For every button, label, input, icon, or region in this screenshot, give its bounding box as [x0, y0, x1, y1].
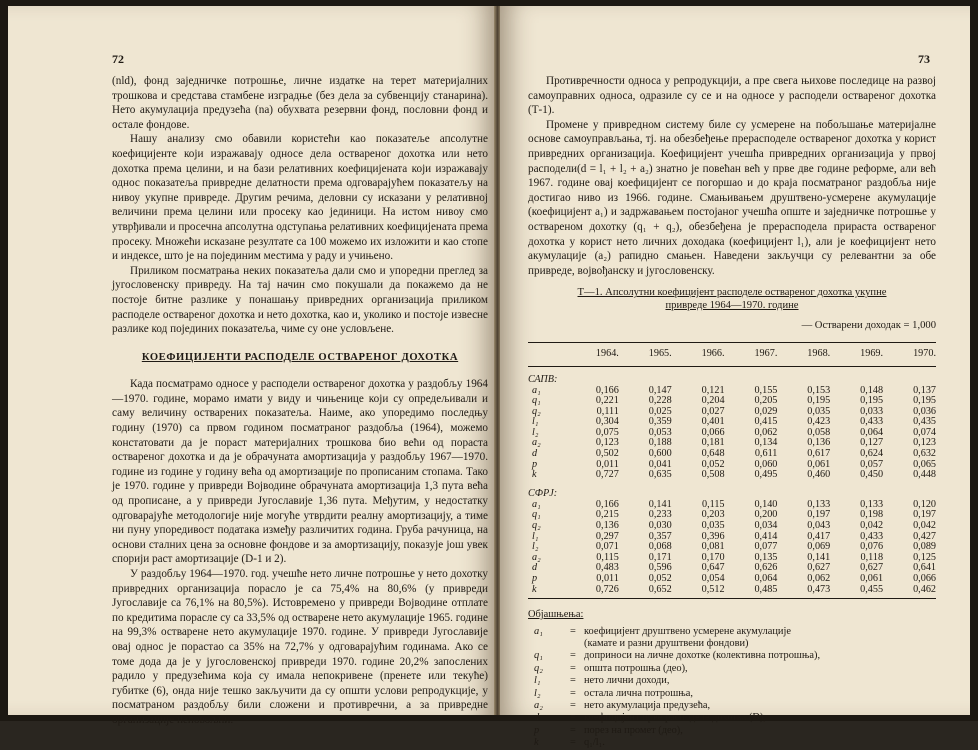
table-cell: 0,401	[701, 416, 725, 428]
table-cell: 0,215	[595, 509, 619, 521]
table-cell: 0,057	[860, 458, 884, 470]
left-page	[8, 6, 495, 726]
table-cell: 0,123	[913, 437, 936, 449]
paragraph: У раздобљу 1964—1970. год. учешће нето личне потрошње у нето дохотку привредних организација порасло је са 75,4% на 80,6% (у привреди Југославије са 76,1% на 80,5%). Истовремено у привреди Војводине отплате по кредитима порасле су са 33,5% од остварене нето акумулације 1965. године на 99,3% остварене нето акумулације 1970. године. У привреди Југославије овај однос је порастао са 35% на 72,7% у одговарајућим годинама. Ако се томе дода да је у југословенској привреди 1970. године 20,2% запослених радило у предузећима која су имала непокривене (пренете или текуће) губитке (6), онда није тешко закључити да су општи услови репродукције, у посматраном раздобљу били сложени и противречни, а за привредне организације неповољни.	[112, 568, 488, 726]
table-cell: 0,188	[648, 437, 672, 449]
table-cell: 0,198	[860, 509, 884, 521]
legend-description: коефицијент друштвено усмерене акумулације	[584, 625, 791, 637]
table-cell: 0,652	[619, 585, 672, 599]
page-number-left: 72	[112, 52, 124, 66]
legend-equals: =	[570, 650, 576, 662]
table-year-header: 1968.	[777, 342, 830, 366]
legend-equals: =	[570, 625, 576, 637]
table-cell: 0,133	[807, 498, 831, 510]
table-cell: 0,118	[860, 551, 884, 563]
table-cell: 0,433	[860, 530, 884, 542]
table-caption-line: привреде 1964—1970. године	[665, 300, 799, 312]
legend-item	[528, 712, 936, 724]
table-cell: 0,617	[807, 448, 831, 460]
table-row-label: l₂	[532, 426, 539, 438]
right-page-body	[528, 74, 936, 750]
table-cell: 0,596	[648, 562, 672, 574]
table-cell: 0,115	[596, 551, 619, 563]
table-cell: 0,462	[883, 585, 936, 599]
legend-equals: =	[570, 737, 576, 749]
table-cell: 0,200	[754, 509, 778, 521]
table-cell: 0,135	[754, 551, 778, 563]
table-cell: 0,726	[566, 585, 619, 599]
table-row-label: a₂	[532, 437, 541, 449]
table-cell: 0,053	[648, 426, 672, 438]
right-page	[500, 6, 970, 749]
table-group-row	[528, 481, 936, 500]
table-cell: 0,435	[913, 416, 936, 428]
table-cell: 0,204	[701, 395, 725, 407]
table-cell: 0,011	[596, 573, 619, 584]
table-caption-line: Т—1. Апсолутни коефицијент расподеле оствареног дохотка укупне	[577, 287, 887, 299]
table-row-label: q₁	[532, 395, 541, 407]
table-cell: 0,069	[807, 541, 831, 553]
table-cell: 0,042	[913, 520, 936, 532]
legend-equals: =	[570, 712, 576, 724]
table-cell: 0,508	[701, 469, 725, 481]
legend-equals: =	[570, 662, 576, 674]
table-row-label: d	[532, 448, 538, 460]
table-unit: — Остварени доходак = 1,000	[801, 320, 936, 332]
table-row-label: d	[532, 562, 538, 574]
table-row	[528, 574, 936, 585]
table-year-header: 1964.	[566, 342, 619, 366]
table-cell: 0,042	[860, 520, 884, 532]
legend-item	[528, 688, 936, 700]
table-cell: 0,427	[913, 530, 936, 542]
table-cell: 0,052	[701, 458, 725, 470]
legend-item	[528, 675, 936, 687]
table-cell: 0,077	[754, 541, 778, 553]
table-cell: 0,120	[913, 498, 936, 510]
legend-description: порез на промет (део),	[584, 724, 683, 736]
legend-symbol: p	[534, 724, 540, 736]
table-cell: 0,423	[807, 416, 831, 428]
table-cell: 0,166	[595, 384, 619, 396]
table-row-label: p	[532, 458, 538, 470]
table-cell: 0,076	[860, 541, 884, 553]
table-cell: 0,485	[725, 585, 778, 599]
table-year-header: 1970.	[883, 342, 936, 366]
table-year-header: 1965.	[619, 342, 672, 366]
table-cell: 0,495	[754, 469, 778, 481]
paragraph: Промене у привредном систему биле су усмерене на побољшање материјалне основе самоуправљања, тј. на обезбеђење прерасподеле оствареног дохотка у корист привредних организација. Коефицијент учешћа привредних организација у првој расподели(d = l₁ + l₂ + a₂) знатно је повећан већ у прве две године реформе, али већ 1967. године овај коефицијент се погоршао и до краја посматраног раздобља није достигао ниво из 1966. године. Смањивањем друштвено-усмерене акумулације (коефицијент a₁) и задржавањем постојаног учешћа опште и заједничке потрошње у оствареном дохотку (q₁ + q₂), обезбеђена је прерасподела прираста оствареног дохотка у корист нето личних доходака (коефицијент l₁), али је коефицијент нето акумулације (a₂) рапидно смањен. Наведени закључци су релевантни за обе привреде, војвођанску и југословенску.	[528, 118, 936, 277]
table-cell: 0,626	[754, 562, 778, 574]
legend-symbol: q₁	[534, 650, 543, 662]
table-cell: 0,171	[648, 551, 672, 563]
table-row-label: q₁	[532, 509, 541, 521]
table-cell: 0,433	[860, 416, 884, 428]
table-cell: 0,473	[777, 585, 830, 599]
table-cell: 0,041	[648, 458, 672, 470]
legend-equals: =	[570, 687, 576, 699]
table-row-label: q₂	[532, 520, 541, 532]
table-cell: 0,064	[860, 426, 884, 438]
table-row-label: l₁	[532, 416, 539, 428]
legend-rows	[528, 626, 936, 750]
table-row	[528, 470, 936, 481]
table-cell: 0,641	[913, 562, 936, 574]
legend-symbol	[528, 638, 570, 650]
table-cell: 0,081	[701, 541, 725, 553]
table-cell: 0,195	[860, 395, 884, 407]
paragraph: Нашу анализу смо обавили користећи као показатеље апсолутне коефицијенте који изражавају односе дела оствареног дохотка или нето дохотка према целини, и на бази релативних коефицијената који изражавају однос показатеља привредне делатности према одговарајућем показатељу на нивоу укупне привреде. Другим речима, деловни су исказани у релативној величини према целини или просеку као јединици. На истом нивоу смо утврђивали и просечна апсолутна одступања релативних коефицијената према просеку. Множећи исказане резултате са 100 можемо их изложити и као стопе и индексе, што је на појединим местима у раду и учињено.	[112, 133, 488, 263]
table-cell: 0,071	[595, 541, 619, 553]
legend-item	[528, 737, 936, 749]
legend-equals: =	[570, 724, 576, 736]
legend-symbol: a₁	[534, 625, 543, 637]
table-cell: 0,011	[596, 458, 619, 470]
paragraph: Када посматрамо односе у расподели оствареног дохотка у раздобљу 1964—1970. године, морамо имати у виду и чињенице који су опредељивали и саму величину остварених показатеља. Наиме, ако упоредимо последњу годину (1970) са првом годином посматраног раздобља (1964), можемо констатовати да је пораст материјалних трошкова био већи од пораста оствареног дохотка и да је обрачуната амортизација у раздобљу 1967—1970. године из године у годину већа од амортизације по прописаним стопама. Тако је 1970. године у привреди Војводине обрачуната амортизација 1,3 пута већа од прописане, а у привреди Југославије 1,36 пута. Међутим, у недостатку одговарајуће методологије није могуће утврдити реалну амортизацију, а тиме ни пуну упоредивост података између различитих година. Груба рачуница, на основи сталних цена за основне фондове и за амортизацију, показује још увек спорији раст амортизације (D-1 и 2).	[112, 378, 488, 566]
section-heading: КОЕФИЦИЈЕНТИ РАСПОДЕЛЕ ОСТВАРЕНОГ ДОХОТКА	[141, 351, 459, 363]
table-cell: 0,137	[913, 384, 936, 396]
table-cell: 0,136	[807, 437, 831, 449]
table-cell: 0,035	[807, 405, 831, 417]
table-year-header: 1967.	[725, 342, 778, 366]
legend-description: q₁/l₁.	[584, 737, 605, 749]
table-cell: 0,062	[754, 426, 778, 438]
table-cell: 0,170	[701, 551, 725, 563]
table-cell: 0,111	[596, 405, 619, 417]
table-cell: 0,512	[672, 585, 725, 599]
table-header-cell	[528, 342, 566, 366]
legend-equals: =	[570, 700, 576, 712]
legend-item	[528, 700, 936, 712]
table-cell: 0,061	[860, 573, 884, 584]
table-cell: 0,052	[648, 573, 672, 584]
table-cell: 0,203	[701, 509, 725, 521]
table-cell: 0,448	[913, 469, 936, 481]
table-group-label: САПВ:	[528, 373, 558, 385]
table-cell: 0,140	[754, 498, 778, 510]
table-cell: 0,064	[754, 573, 778, 584]
legend-item	[528, 663, 936, 675]
table-cell: 0,155	[754, 384, 778, 396]
table-cell: 0,035	[701, 520, 725, 532]
table-cell: 0,134	[754, 437, 778, 449]
table-cell: 0,415	[754, 416, 778, 428]
table-cell: 0,147	[648, 384, 672, 396]
table-cell: 0,058	[807, 426, 831, 438]
legend-description: коефицијент прве расподеле дохотка (D),	[584, 712, 766, 724]
table-cell: 0,181	[701, 437, 725, 449]
table-group-row	[528, 366, 936, 386]
table-row-label: k	[528, 585, 566, 599]
legend-description: доприноси на личне дохотке (колективна потрошња),	[584, 650, 821, 662]
paragraph: Противречности односа у репродукцији, а пре свега њихове последице на развој самоуправних односа, одразиле су се и на односе у расподели оствареног дохотка (Т-1).	[528, 75, 936, 117]
left-page-body	[112, 74, 488, 728]
legend-item	[528, 725, 936, 737]
legend-item	[528, 626, 936, 638]
table-cell: 0,125	[913, 551, 936, 563]
table-cell: 0,121	[701, 384, 725, 396]
table-body	[528, 366, 936, 599]
table-cell: 0,195	[807, 395, 831, 407]
table-cell: 0,062	[807, 573, 831, 584]
table-cell: 0,033	[860, 405, 884, 417]
legend-item	[528, 650, 936, 662]
table-cell: 0,025	[648, 405, 672, 417]
legend-symbol: l₁	[534, 675, 541, 687]
table-row	[528, 585, 936, 599]
table-cell: 0,396	[701, 530, 725, 542]
table-cell: 0,043	[807, 520, 831, 532]
legend-symbol: q₂	[534, 662, 543, 674]
table-row-label: k	[532, 469, 537, 481]
table-cell: 0,611	[754, 448, 778, 460]
table-cell: 0,166	[595, 498, 619, 510]
table-row-label: a₁	[532, 498, 541, 510]
table-group-label: СФРЈ:	[528, 487, 558, 499]
table-cell: 0,153	[807, 384, 831, 396]
table-cell: 0,483	[595, 562, 619, 574]
table-cell: 0,066	[913, 573, 936, 584]
table-cell: 0,027	[701, 405, 725, 417]
table-cell: 0,141	[807, 551, 831, 563]
table-cell: 0,066	[701, 426, 725, 438]
table-cell: 0,115	[701, 498, 725, 510]
table-cell: 0,304	[595, 416, 619, 428]
table-cell: 0,197	[913, 509, 936, 521]
table-cell: 0,221	[595, 395, 619, 407]
table-caption	[528, 286, 936, 312]
legend-symbol: k	[534, 737, 539, 749]
table-cell: 0,460	[807, 469, 831, 481]
table-cell: 0,450	[860, 469, 884, 481]
table-cell: 0,029	[754, 405, 778, 417]
legend-description: нето лични доходи,	[584, 675, 670, 687]
table-cell: 0,417	[807, 530, 831, 542]
table-cell: 0,233	[648, 509, 672, 521]
legend-symbol: d	[534, 712, 540, 724]
table-row-label: l₁	[532, 530, 539, 542]
table-cell: 0,065	[913, 458, 936, 470]
table-cell: 0,357	[648, 530, 672, 542]
legend-description: (камате и разни друштвени фондови)	[584, 638, 749, 649]
table-cell: 0,502	[595, 448, 619, 460]
table-row-label: l₂	[532, 541, 539, 553]
legend-symbol: a₂	[534, 700, 543, 712]
table-header-row	[528, 342, 936, 366]
table-cell: 0,195	[913, 395, 936, 407]
table-cell: 0,297	[595, 530, 619, 542]
table-cell: 0,600	[648, 448, 672, 460]
table-cell: 0,123	[595, 437, 619, 449]
table-cell: 0,060	[754, 458, 778, 470]
table-cell: 0,205	[754, 395, 778, 407]
paragraph: Приликом посматрања неких показатеља дали смо и упоредни преглед за југословенску привреду. На тај начин смо покушали да покажемо да не постоје битне разлике у понашању привредних организација приликом расподеле оствареног дохотка и нето дохотка, као и, уколико и постоје извесне разлике код појединих показатеља, чиме су оне условљене.	[112, 264, 488, 336]
table-cell: 0,036	[913, 405, 936, 417]
table-cell: 0,228	[648, 395, 672, 407]
table-row-label: q₂	[532, 405, 541, 417]
legend-title: Објашњења:	[528, 609, 584, 621]
table-cell: 0,030	[648, 520, 672, 532]
legend-description: остала лична потрошња,	[584, 687, 693, 699]
table-cell: 0,061	[807, 458, 831, 470]
table-cell: 0,635	[648, 469, 672, 481]
table-cell: 0,455	[830, 585, 883, 599]
table-cell: 0,359	[648, 416, 672, 428]
legend-item	[528, 638, 936, 650]
legend-equals	[570, 638, 584, 650]
table-cell: 0,624	[860, 448, 884, 460]
table-cell: 0,197	[807, 509, 831, 521]
table-cell: 0,068	[648, 541, 672, 553]
table-cell: 0,632	[913, 448, 936, 460]
legend-equals: =	[570, 675, 576, 687]
table-cell: 0,075	[595, 426, 619, 438]
table-cell: 0,727	[595, 469, 619, 481]
legend-description: нето акумулација предузећа,	[584, 700, 711, 712]
table-cell: 0,034	[754, 520, 778, 532]
legend-description: општа потрошња (део),	[584, 662, 688, 674]
table-legend	[528, 609, 936, 749]
table-cell: 0,089	[913, 541, 936, 553]
table-cell: 0,627	[860, 562, 884, 574]
table-year-header: 1966.	[672, 342, 725, 366]
table-row-label: p	[532, 573, 538, 584]
table-row-label: a₁	[532, 384, 541, 396]
table-row-label: a₂	[532, 551, 541, 563]
table-year-header: 1969.	[830, 342, 883, 366]
table-cell: 0,127	[860, 437, 884, 449]
table-cell: 0,074	[913, 426, 936, 438]
table-cell: 0,627	[807, 562, 831, 574]
table-cell: 0,648	[701, 448, 725, 460]
coefficient-table	[528, 342, 936, 599]
table-cell: 0,054	[701, 573, 725, 584]
table-cell: 0,136	[595, 520, 619, 532]
table-cell: 0,647	[701, 562, 725, 574]
table-cell: 0,133	[860, 498, 884, 510]
legend-symbol: l₂	[534, 687, 541, 699]
table-cell: 0,141	[648, 498, 672, 510]
paragraph: (nld), фонд заједничке потрошње, личне издатке на терет материјалних трошкова и средстава стамбене изградње (без дела за субвенцију станарина). Нето акумулација предузећа (na) обухвата резервни фонд, пословни фонд и остале фондове.	[112, 75, 488, 131]
table-cell: 0,148	[860, 384, 884, 396]
table-cell: 0,414	[754, 530, 778, 542]
page-number-right: 73	[918, 52, 930, 66]
